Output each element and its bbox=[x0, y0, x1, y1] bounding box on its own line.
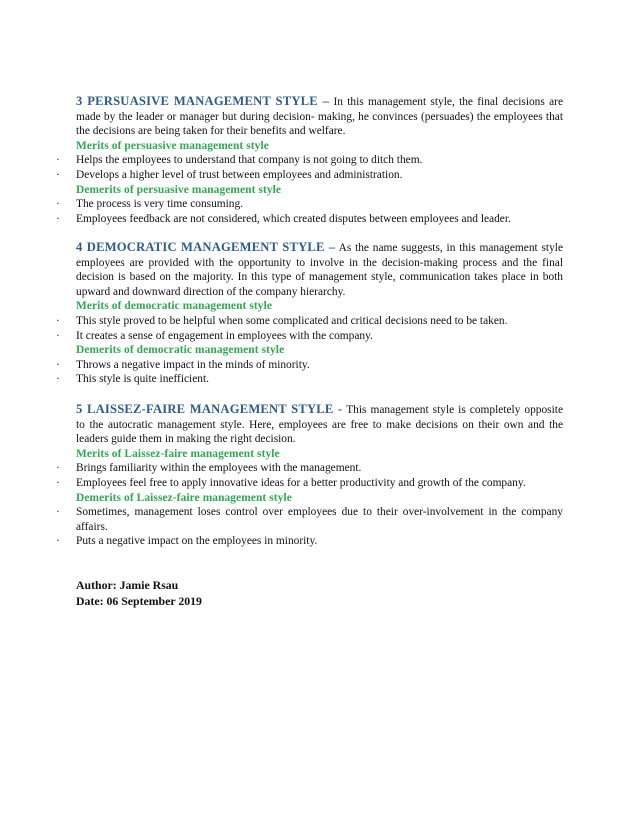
list-item: · Helps the employees to understand that company is not going to ditch them. bbox=[56, 154, 423, 167]
demerits-heading: Demerits of Laissez-faire management style bbox=[76, 491, 292, 504]
bullet-icon: · bbox=[56, 329, 60, 342]
list-item: · It creates a sense of engagement in employees with the company. bbox=[56, 329, 373, 342]
demerits-heading: Demerits of persuasive management style bbox=[76, 183, 282, 196]
bullet-icon: · bbox=[56, 535, 60, 548]
section-title: 4 DEMOCRATIC MANAGEMENT STYLE – bbox=[76, 240, 336, 254]
bullet-icon: · bbox=[56, 462, 60, 475]
section-title: 5 LAISSEZ-FAIRE MANAGEMENT STYLE - bbox=[76, 402, 343, 416]
section-intro-paragraph bbox=[76, 240, 563, 299]
list-item: · Puts a negative impact on the employees in minority. bbox=[56, 535, 318, 548]
bullet-icon: · bbox=[56, 198, 60, 211]
bullet-icon: · bbox=[56, 154, 60, 167]
bullet-icon: · bbox=[56, 212, 60, 225]
section-intro-paragraph bbox=[76, 402, 563, 447]
list-item: · This style is quite inefficient. bbox=[56, 373, 209, 386]
bullet-icon: · bbox=[56, 168, 60, 181]
section-intro: In this management style, the final decisions are made by the leader or manager but during decision- making, he convinces (persuades) the employees that the decisions are being taken for their benefits and welfare. bbox=[76, 96, 564, 138]
bullet-icon: · bbox=[56, 476, 60, 489]
list-item: · Sometimes, management loses control over employees due to their over-involvement in the company affairs. bbox=[56, 506, 563, 533]
section-intro: This management style is completely opposite to the autocratic management style. Here, employees are free to make decisions on their own and the leaders guide them in making the right decision. bbox=[76, 404, 563, 446]
demerits-heading: Demerits of democratic management style bbox=[76, 344, 285, 357]
bullet-icon: · bbox=[56, 506, 60, 519]
merits-list bbox=[56, 314, 563, 343]
bullet-icon: · bbox=[56, 358, 60, 371]
date-line: Date: 06 September 2019 bbox=[76, 594, 202, 608]
section-title: 3 PERSUASIVE MANAGEMENT STYLE – bbox=[76, 94, 330, 108]
list-item: · Employees feedback are not considered, which created disputes between employees and leader. bbox=[56, 212, 511, 225]
demerits-list bbox=[56, 358, 563, 387]
section-intro: As the name suggests, in this management style employees are provided with the opportunity to involve in the decision-making process and the final decision is based on the majority. In this type of management style, communication takes place in both upward and downward direction of the company hierarchy. bbox=[76, 242, 564, 298]
section-laissez-faire bbox=[56, 402, 563, 549]
list-item: · Employees feel free to apply innovative ideas for a better productivity and growth of the company. bbox=[56, 476, 526, 489]
merits-heading: Merits of democratic management style bbox=[76, 300, 273, 313]
bullet-icon: · bbox=[56, 373, 60, 386]
list-item: · Brings familiarity within the employees with the management. bbox=[56, 462, 362, 475]
list-item: · This style proved to be helpful when some complicated and critical decisions need to be taken. bbox=[56, 314, 508, 327]
merits-heading: Merits of Laissez-faire management style bbox=[76, 447, 280, 460]
section-persuasive bbox=[56, 94, 564, 226]
list-item: · Develops a higher level of trust between employees and administration. bbox=[56, 168, 403, 181]
merits-heading: Merits of persuasive management style bbox=[76, 139, 269, 152]
list-item: · The process is very time consuming. bbox=[56, 198, 244, 211]
section-democratic bbox=[56, 240, 564, 387]
demerits-list bbox=[56, 197, 563, 226]
section-intro-paragraph bbox=[76, 94, 563, 139]
list-item: · Throws a negative impact in the minds of minority. bbox=[56, 358, 310, 371]
author-block bbox=[76, 577, 202, 609]
merits-list bbox=[56, 153, 563, 182]
demerits-list bbox=[56, 505, 563, 549]
author-line: Author: Jamie Rsau bbox=[76, 578, 179, 592]
bullet-icon: · bbox=[56, 314, 60, 327]
merits-list bbox=[56, 461, 563, 490]
